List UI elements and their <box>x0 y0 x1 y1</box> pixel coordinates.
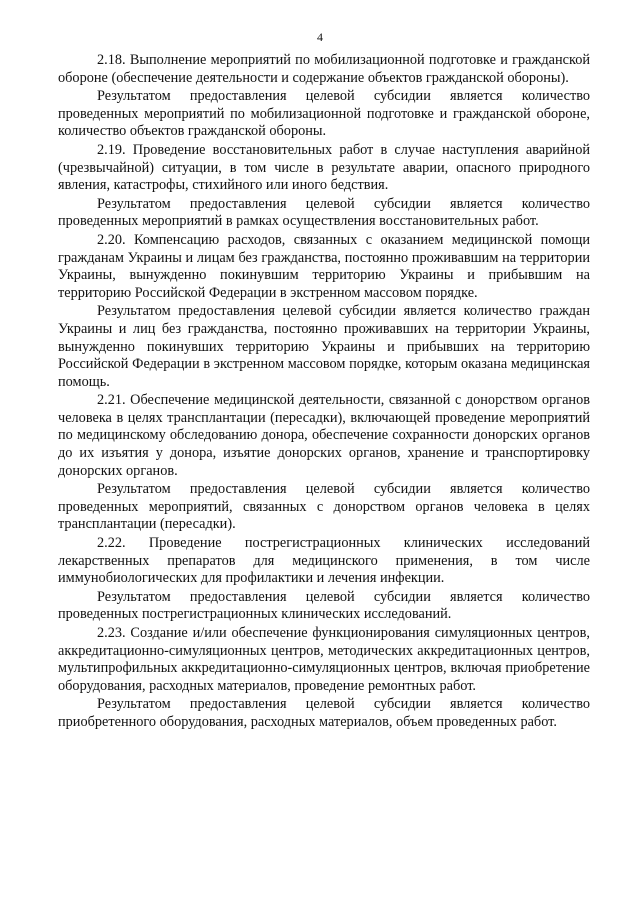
paragraph-2-23: 2.23. Создание и/или обеспечение функционирования симуляционных центров, аккредитационно-симуляционных центров, методических аккредитационных центров, мультипрофильных аккредитационно-симуляционных центров, включая приобретение оборудования, расходных материалов, проведение ремонтных работ. <box>58 625 590 694</box>
paragraph-2-21: 2.21. Обеспечение медицинской деятельности, связанной с донорством органов человека в целях трансплантации (пересадки), включающей проведение мероприятий по медицинскому обследованию донора, обеспечение сохранности донорских органов до их изъятия у донора, изъятие донорских органов, хранение и транспортировку донорских органов. <box>58 392 590 479</box>
page-number: 4 <box>317 30 323 44</box>
document-body <box>58 52 590 732</box>
paragraph-2-23-result: Результатом предоставления целевой субсидии является количество приобретенного оборудования, расходных материалов, объем проведенных работ. <box>58 696 590 730</box>
paragraph-2-22-result: Результатом предоставления целевой субсидии является количество проведенных пострегистрационных клинических исследований. <box>58 588 590 623</box>
paragraph-2-22: 2.22. Проведение пострегистрационных клинических исследований лекарственных препаратов для медицинского применения, в том числе иммунобиологических для профилактики и лечения инфекции. <box>58 535 590 587</box>
paragraph-2-21-result: Результатом предоставления целевой субсидии является количество проведенных мероприятий, связанных с донорством органов человека в целях трансплантации (пересадки). <box>58 481 590 533</box>
paragraph-2-18: 2.18. Выполнение мероприятий по мобилизационной подготовке и гражданской обороне (обеспечение деятельности и содержание объектов гражданской обороны). <box>58 52 590 86</box>
paragraph-2-18-result: Результатом предоставления целевой субсидии является количество проведенных мероприятий по мобилизационной подготовке и гражданской обороне, количество объектов гражданской обороны. <box>58 88 590 140</box>
paragraph-2-20-result: Результатом предоставления целевой субсидии является количество граждан Украины и лиц без гражданства, постоянно проживавших на территории Украины, вынужденно покинувших территорию Украины и прибывших на территорию Российской Федерации в экстренном массовом порядке, которым оказана медицинская помощь. <box>58 303 590 390</box>
paragraph-2-19: 2.19. Проведение восстановительных работ в случае наступления аварийной (чрезвычайной) ситуации, в том числе в результате аварии, опасного природного явления, катастрофы, стихийного или иного бедствия. <box>58 141 590 194</box>
paragraph-2-19-result: Результатом предоставления целевой субсидии является количество проведенных мероприятий в рамках осуществления восстановительных работ. <box>58 195 590 230</box>
paragraph-2-20: 2.20. Компенсацию расходов, связанных с оказанием медицинской помощи гражданам Украины и лицам без гражданства, постоянно проживавшим на территории Украины, вынужденно покинувшим территорию Украины и прибывшим на территорию Российской Федерации в экстренном массовом порядке. <box>58 231 590 301</box>
